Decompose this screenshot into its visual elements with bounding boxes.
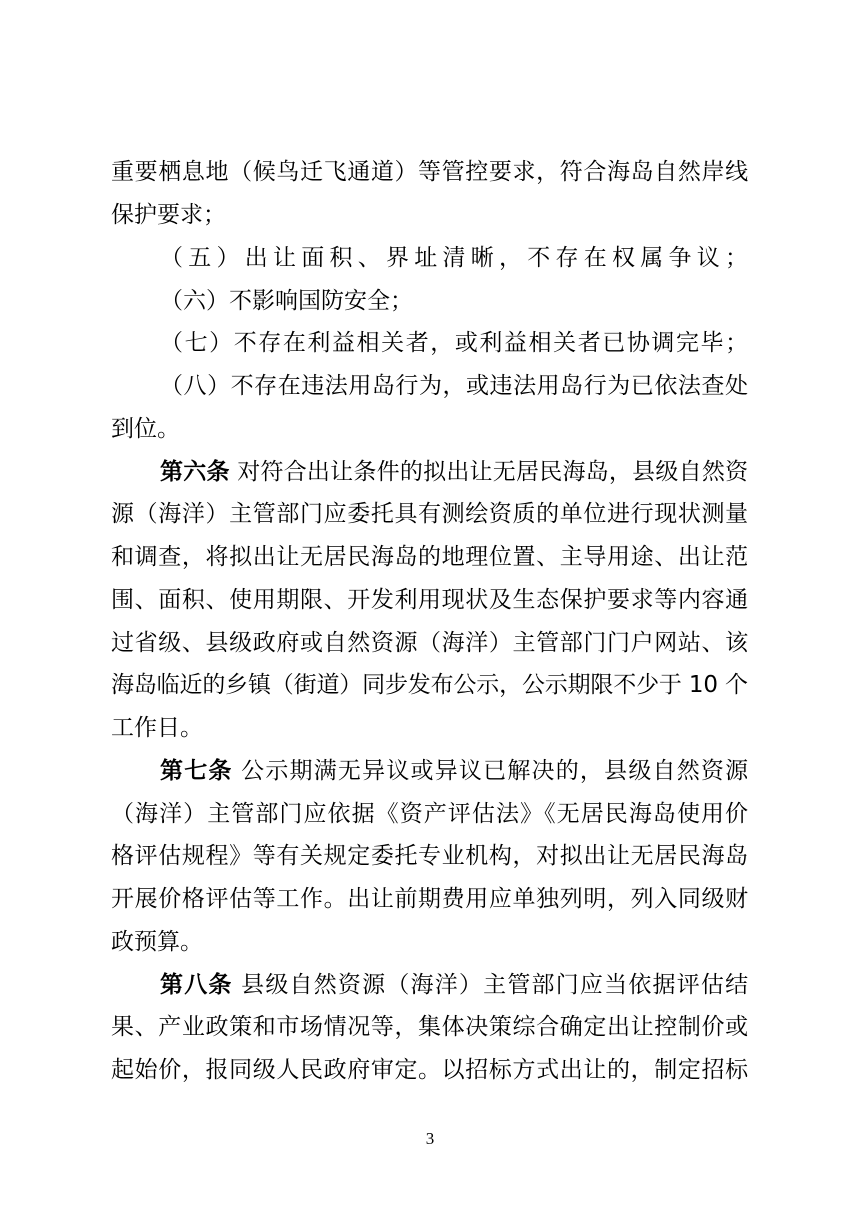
text: 格评估规程》等有关规定委托专业机构，对拟出让无居民海岛: [111, 843, 749, 869]
body-text-line: [0, 580, 860, 620]
body-text-line: [0, 1050, 860, 1090]
text: 源（海洋）主管部门应委托具有测绘资质的单位进行现状测量: [111, 501, 749, 527]
body-text-line: [0, 409, 860, 449]
article-7-first-line: [0, 751, 860, 791]
body-text-line: [0, 794, 860, 834]
list-item: [0, 281, 860, 321]
text: 起始价，报同级人民政府审定。以招标方式出让的，制定招标: [111, 1057, 749, 1083]
text: 开展价格评估等工作。出让前期费用应单独列明，列入同级财: [111, 886, 749, 912]
list-item: [0, 238, 860, 278]
text: 到位。: [111, 416, 180, 442]
body-text-line: [0, 879, 860, 919]
text: （海洋）主管部门应依据《资产评估法》《无居民海岛使用价: [111, 801, 750, 827]
page-number: 3: [425, 1129, 435, 1148]
text: 工作日。: [111, 715, 203, 741]
text: （五）出让面积、界址清晰，不存在权属争议；: [160, 245, 754, 271]
text: 围、面积、使用期限、开发利用现状及生态保护要求等内容通: [111, 587, 749, 613]
article-text: [160, 965, 749, 1005]
body-text-line: [0, 836, 860, 876]
article-text: [160, 452, 748, 492]
body-text-line: [0, 537, 860, 577]
article-8-first-line: [0, 965, 860, 1005]
text: 政预算。: [111, 929, 203, 955]
article-label: 第八条: [160, 972, 233, 998]
article-label: 第六条: [160, 459, 230, 485]
body-text-line: [0, 623, 860, 663]
text: 和调查，将拟出让无居民海岛的地理位置、主导用途、出让范: [111, 544, 749, 570]
body-text-line: [0, 922, 860, 962]
article-text: [160, 751, 749, 791]
body-text-line: [0, 152, 860, 192]
list-item: [0, 366, 860, 406]
text: 公示期满无异议或异议已解决的，县级自然资源: [232, 758, 750, 784]
article-6-first-line: [0, 452, 860, 492]
article-label: 第七条: [160, 758, 233, 784]
text: （八）不存在违法用岛行为，或违法用岛行为已依法查处: [160, 373, 749, 399]
body-text-line: [0, 1007, 860, 1047]
body-text-line: [0, 195, 860, 235]
list-item: [0, 323, 860, 363]
body-text-line: [0, 494, 860, 534]
body-text-line: [0, 708, 860, 748]
text: 对符合出让条件的拟出让无居民海岛，县级自然资: [229, 459, 749, 485]
text: 果、产业政策和市场情况等，集体决策综合确定出让控制价或: [111, 1014, 749, 1040]
text: （七）不存在利益相关者，或利益相关者已协调完毕；: [160, 330, 750, 356]
text: 县级自然资源（海洋）主管部门应当依据评估结: [232, 972, 750, 998]
text: （六）不影响国防安全；: [160, 288, 413, 314]
body-text-line: [0, 665, 860, 705]
text: 过省级、县级政府或自然资源（海洋）主管部门门户网站、该: [111, 630, 749, 656]
text: 保护要求；: [111, 202, 226, 228]
text: 重要栖息地（候鸟迁飞通道）等管控要求，符合海岛自然岸线: [111, 159, 749, 185]
text: 海岛临近的乡镇（街道）同步发布公示，公示期限不少于 10 个: [111, 672, 748, 698]
